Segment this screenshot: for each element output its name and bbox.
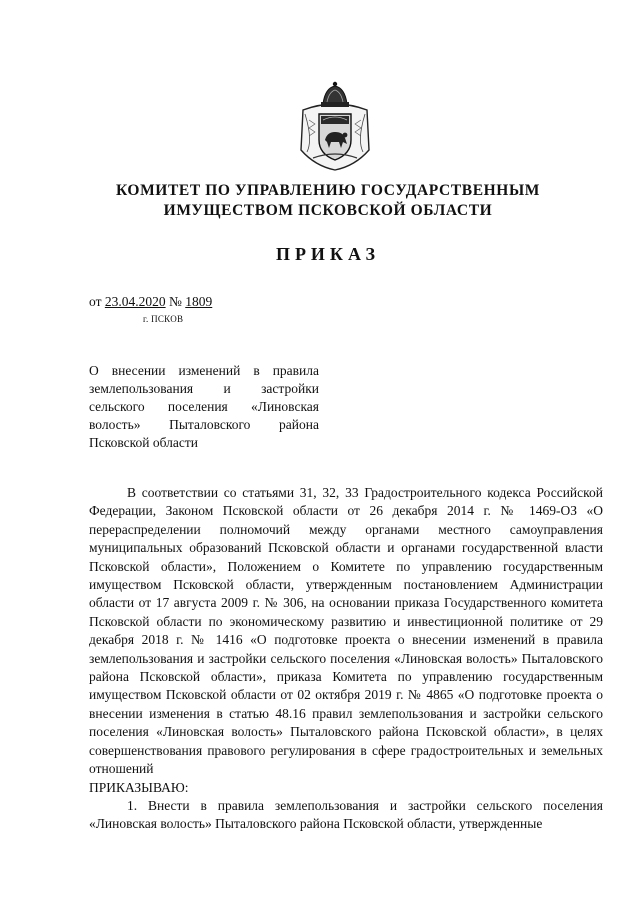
document-number: 1809 (185, 294, 213, 309)
coat-of-arms-emblem (295, 80, 375, 172)
number-prefix: № (168, 294, 182, 309)
document-type-title: ПРИКАЗ (275, 244, 381, 264)
organization-name-line1: КОМИТЕТ ПО УПРАВЛЕНИЮ ГОСУДАРСТВЕННЫМ (115, 182, 541, 199)
decree-word: ПРИКАЗЫВАЮ: (89, 779, 189, 795)
document-date: 23.04.2020 (104, 294, 166, 309)
date-number-line (89, 294, 212, 310)
city-label: г. ПСКОВ (143, 314, 184, 324)
preamble-paragraph: В соответствии со статьями 31, 32, 33 Градостроительного кодекса Российской Федерации, Законом Псковской области от 26 декабря 2014 г. № 1469-ОЗ «О перераспределении полномочий между органами местного самоуправления муниципальных образований Псковской области и органами государственной власти Псковской области», Положением о Комитете по управлению государственным имуществом Псковской области, утвержденным постановлением Администрации области от 17 августа 2009 г. № 306, на основании приказа Государственного комитета Псковской области по экономическому развитию и инвестиционной политике от 29 декабря 2018 г. № 1416 «О подготовке проекта о внесении изменений в правила землепользования и застройки сельского поселения «Линовская волость» Пыталовского района Псковской области», приказа Комитета по управлению государственным имуществом Псковской области от 02 октября 2019 г. № 4865 «О подготовке проекта о внесении изменения в статью 48.16 правил землепользования и застройки сельского поселения «Линовская волость» Пыталовского района Псковской области», в целях совершенствования правового регулирования в сфере градостроительных и земельных отношений (89, 485, 603, 777)
document-body (89, 484, 603, 834)
organization-name-line2: ИМУЩЕСТВОМ ПСКОВСКОЙ ОБЛАСТИ (163, 202, 493, 219)
item-1-paragraph: 1. Внести в правила землепользования и застройки сельского поселения «Линовская волость» Пыталовского района Псковской области, утвержденные (89, 797, 603, 832)
date-prefix: от (89, 294, 102, 309)
document-subject: О внесении изменений в правила землепользования и застройки сельского поселения «Линовская волость» Пыталовского района Псковской области (89, 363, 319, 450)
